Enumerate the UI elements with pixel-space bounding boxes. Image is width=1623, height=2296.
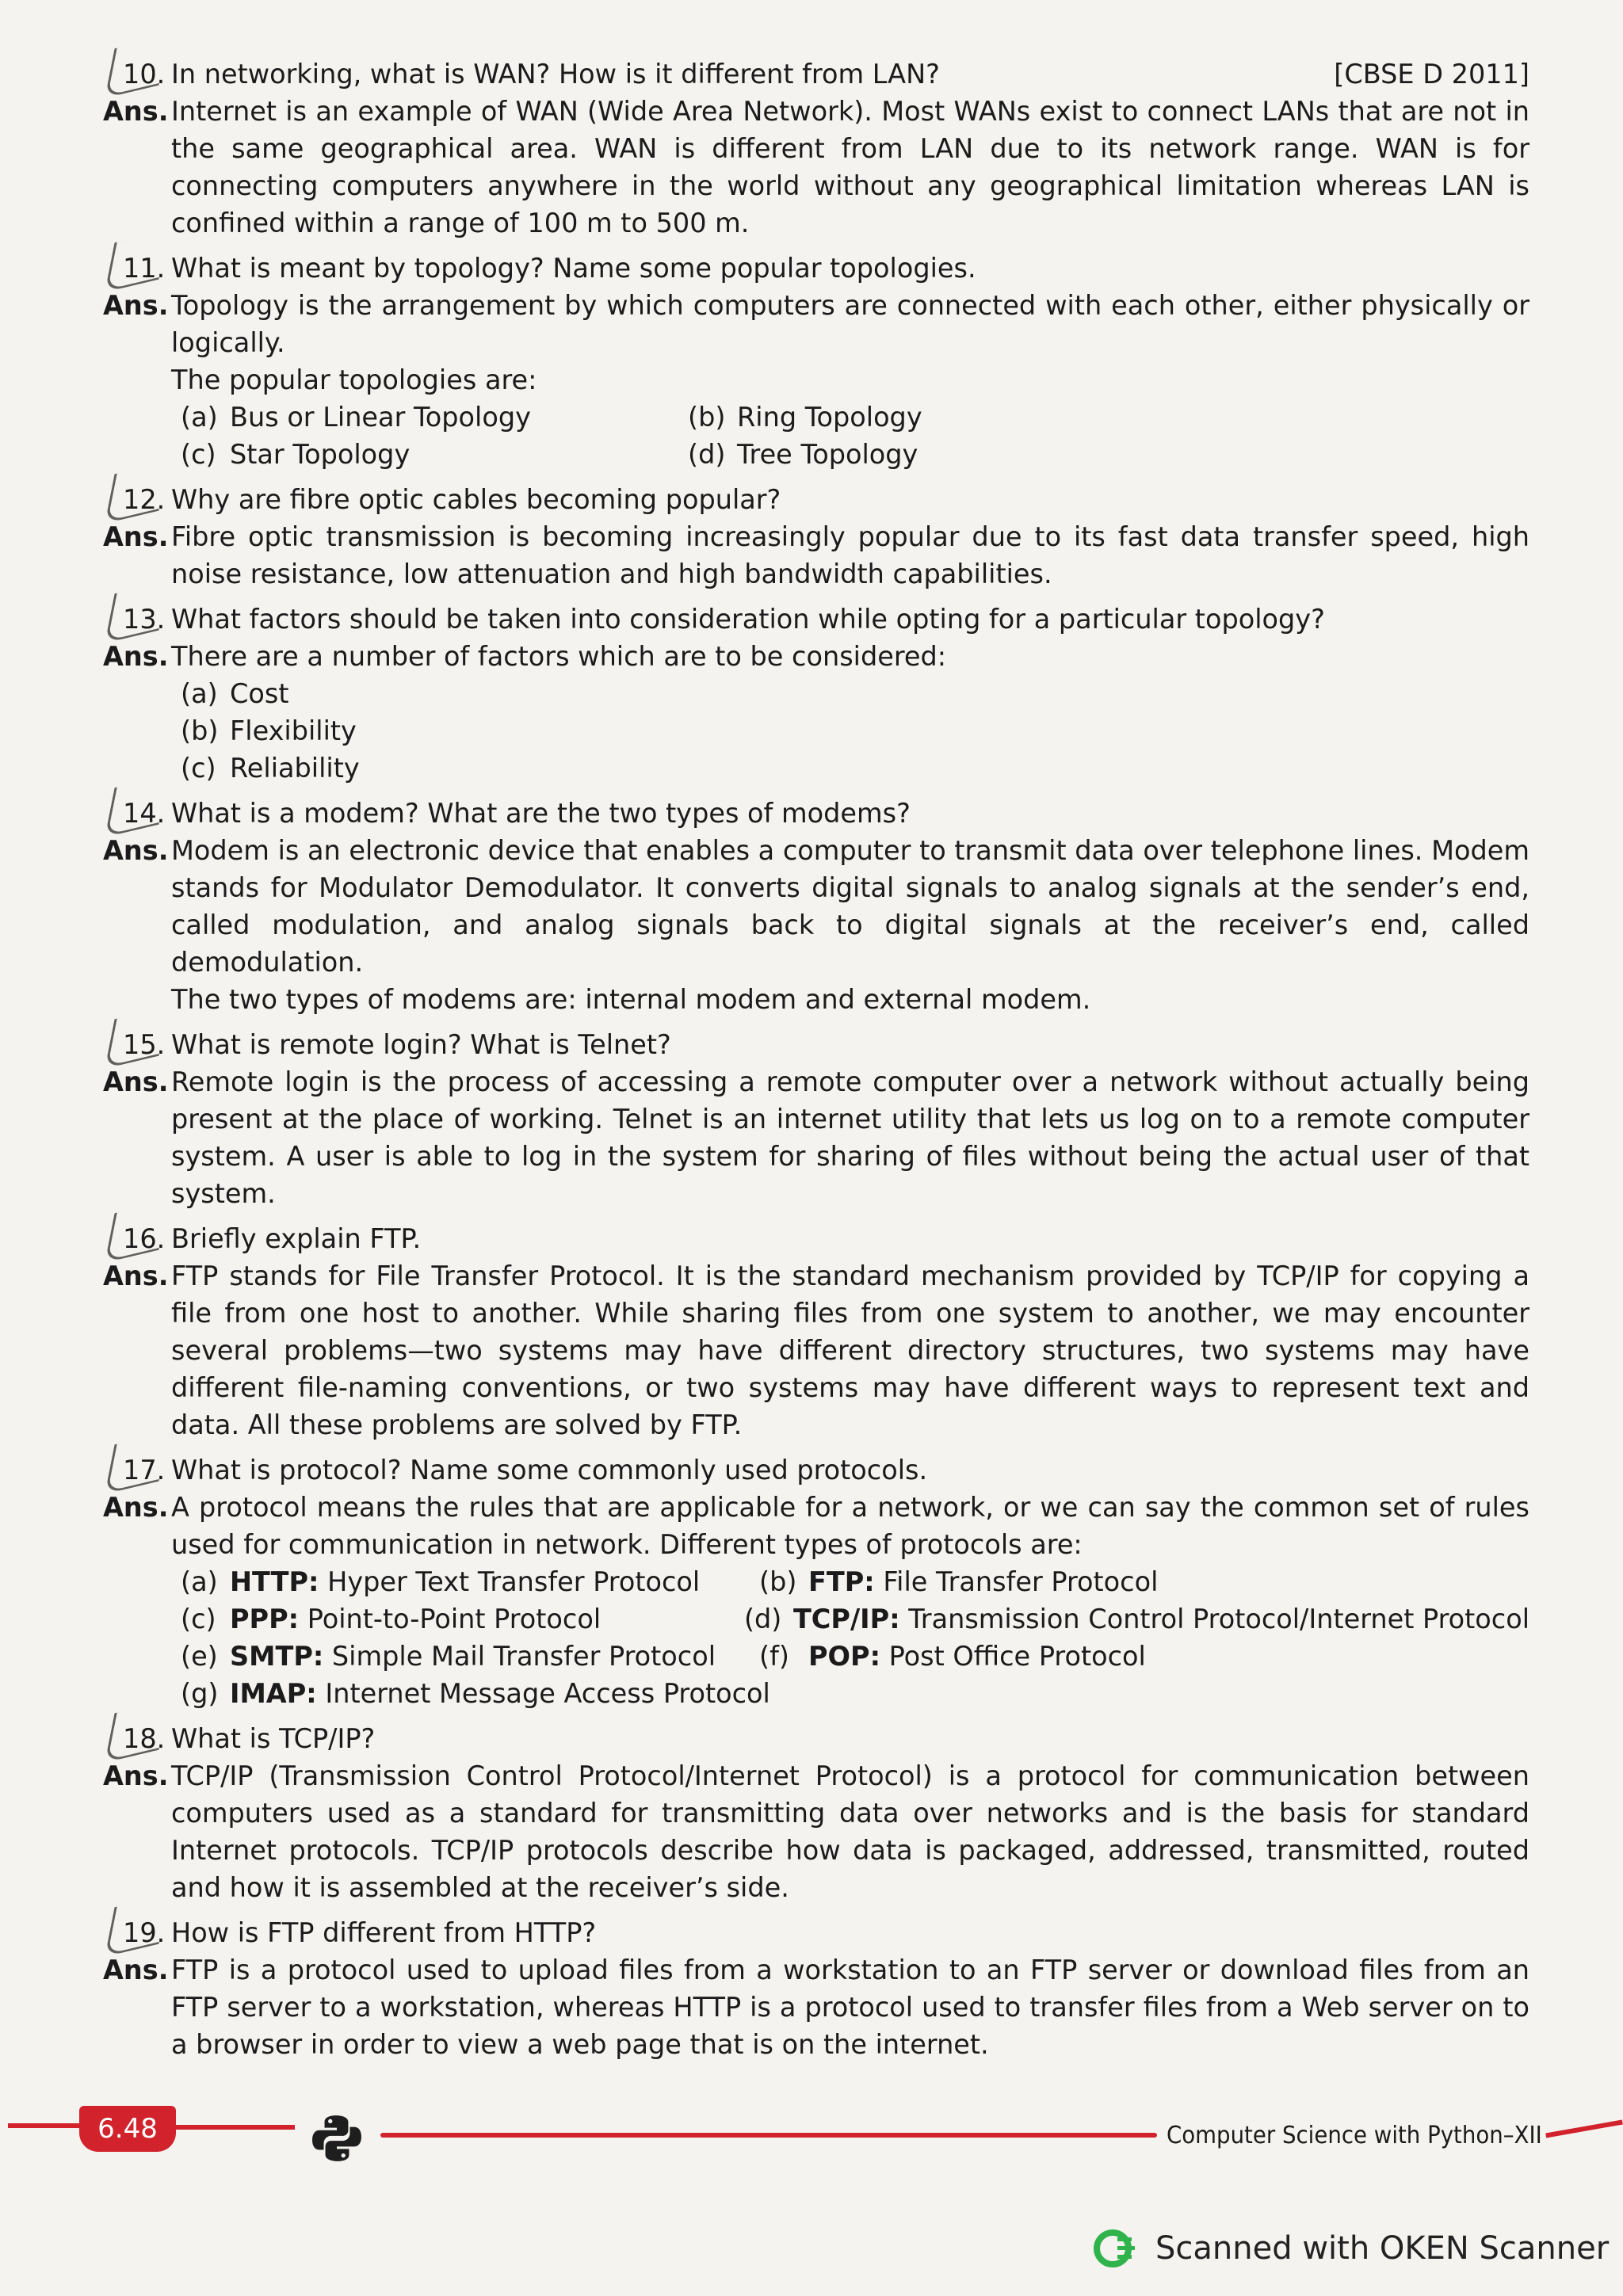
answer-label: Ans.: [103, 1492, 169, 1523]
list-item: (e) SMTP: Simple Mail Transfer Protocol: [181, 1641, 716, 1672]
question-text: What is protocol? Name some commonly used protocols.: [171, 1455, 928, 1486]
qa-11: [103, 250, 1529, 473]
page-footer: [0, 2092, 1623, 2155]
question-text: What is meant by topology? Name some popular topologies.: [171, 253, 976, 284]
qa-18: [103, 1720, 1529, 1906]
answer-label: Ans.: [103, 1955, 169, 1985]
list-item: (b) FTP: File Transfer Protocol: [759, 1566, 1159, 1597]
answer-label: Ans.: [103, 290, 169, 321]
answer-label: Ans.: [103, 521, 169, 552]
list-item: (b) Ring Topology: [688, 402, 922, 433]
answer-text: Topology is the arrangement by which computers are connected with each other, either physically or logically.: [171, 290, 1529, 358]
answer-text: FTP is a protocol used to upload files from a workstation to an FTP server or download files from an FTP server to a workstation, whereas HTTP is a protocol used to transfer files from a Web server on to a browser in order to view a web page that is on the internet.: [171, 1955, 1529, 2060]
answer: [103, 287, 1529, 473]
list-item: (c) Star Topology: [181, 439, 411, 470]
topology-list: [171, 399, 1529, 473]
footer-rule: [1545, 2120, 1623, 2138]
question: [103, 795, 1529, 832]
list-item: (c) Reliability: [181, 753, 360, 784]
answer-label: Ans.: [103, 835, 169, 866]
qa-14: [103, 795, 1529, 1018]
answer-text: Modem is an electronic device that enables a computer to transmit data over telephone lines. Modem stands for Modulator Demodulator. It converts digital signals to analog signals at the sender’s end, called modulation, and analog signals back to digital signals at the receiver’s end, called demodulation.: [171, 835, 1529, 978]
question-number: 10.: [123, 55, 165, 93]
answer-label: Ans.: [103, 1066, 169, 1097]
question-text: What is remote login? What is Telnet?: [171, 1029, 671, 1060]
list-item: (d) TCP/IP: Transmission Control Protocol/Internet Protocol: [743, 1604, 1529, 1634]
qa-10: [103, 55, 1529, 242]
qa-17: [103, 1451, 1529, 1712]
answer: [103, 1257, 1529, 1444]
qa-16: [103, 1220, 1529, 1444]
list-item: (c) PPP: Point-to-Point Protocol: [181, 1604, 601, 1634]
question-text: What is a modem? What are the two types of modems?: [171, 798, 911, 829]
question: [103, 481, 1529, 518]
page-number: 6.48: [79, 2106, 176, 2152]
footer-rule: [176, 2125, 295, 2130]
question-number: 14.: [123, 795, 165, 832]
answer-text: FTP stands for File Transfer Protocol. It is the standard mechanism provided by TCP/IP for copying a file from one host to another. While sharing files from one system to another, we may encounter several problems—two systems may have different directory structures, two systems may have different file-naming conventions, or two systems may have different ways to represent text and data. All these problems are solved by FTP.: [171, 1261, 1529, 1440]
answer: [103, 1951, 1529, 2063]
question-text: How is FTP different from HTTP?: [171, 1917, 597, 1948]
answer-text: A protocol means the rules that are applicable for a network, or we can say the common set of rules used for communication in network. Different types of protocols are:: [171, 1492, 1529, 1560]
answer: [103, 638, 1529, 787]
footer-rule: [8, 2123, 79, 2128]
list-item: (a) Cost: [181, 678, 289, 709]
question: [103, 601, 1529, 638]
question: [103, 1451, 1529, 1489]
question: [103, 1026, 1529, 1063]
scanner-watermark: [1094, 2225, 1609, 2272]
answer: [103, 1063, 1529, 1212]
question-number: 19.: [123, 1914, 165, 1951]
python-logo-icon: [311, 2112, 363, 2164]
answer-label: Ans.: [103, 641, 169, 672]
qa-13: [103, 601, 1529, 787]
question-number: 12.: [123, 481, 165, 518]
answer-text: TCP/IP (Transmission Control Protocol/Internet Protocol) is a protocol for communication between computers used as a standard for transmitting data over networks and is the basis for standard Internet protocols. TCP/IP protocols describe how data is packaged, addressed, transmitted, routed and how it is assembled at the receiver’s side.: [171, 1760, 1529, 1903]
answer: [103, 518, 1529, 593]
exam-reference: [CBSE D 2011]: [1334, 59, 1529, 90]
question-number: 13.: [123, 601, 165, 638]
list-item: (f) POP: Post Office Protocol: [759, 1641, 1146, 1672]
answer-text: The popular topologies are:: [171, 364, 537, 395]
question: [103, 250, 1529, 287]
answer: [103, 832, 1529, 1018]
question-text: Why are fibre optic cables becoming popular?: [171, 484, 781, 515]
question: [103, 1914, 1529, 1951]
question-text: Briefly explain FTP.: [171, 1223, 422, 1254]
list-item: (b) Flexibility: [181, 715, 357, 746]
answer-label: Ans.: [103, 96, 169, 127]
page-content: [103, 55, 1529, 2071]
question-number: 18.: [123, 1720, 165, 1757]
answer-label: Ans.: [103, 1261, 169, 1291]
qa-15: [103, 1026, 1529, 1212]
qa-12: [103, 481, 1529, 593]
question: [103, 55, 1529, 93]
question-number: 16.: [123, 1220, 165, 1257]
answer-text: The two types of modems are: internal modem and external modem.: [171, 984, 1091, 1015]
list-item: (a) HTTP: Hyper Text Transfer Protocol: [181, 1566, 701, 1597]
answer: [103, 1757, 1529, 1906]
question-text: What is TCP/IP?: [171, 1723, 376, 1754]
question-text: What factors should be taken into consideration while opting for a particular topology?: [171, 604, 1325, 635]
oken-scanner-icon: [1094, 2226, 1138, 2271]
qa-19: [103, 1914, 1529, 2063]
protocol-list: [171, 1563, 1529, 1712]
question: [103, 1720, 1529, 1757]
factor-list: [171, 675, 1529, 787]
question-number: 17.: [123, 1451, 165, 1489]
question-text: In networking, what is WAN? How is it different from LAN?: [171, 59, 940, 90]
question: [103, 1220, 1529, 1257]
list-item: (a) Bus or Linear Topology: [181, 402, 531, 433]
book-title: Computer Science with Python–XII: [1167, 2122, 1542, 2149]
answer: [103, 1489, 1529, 1712]
scanner-text: Scanned with OKEN Scanner: [1155, 2230, 1610, 2267]
list-item: (g) IMAP: Internet Message Access Protocol: [181, 1678, 770, 1709]
answer-text: There are a number of factors which are to be considered:: [171, 641, 947, 672]
answer: [103, 93, 1529, 242]
answer-text: Internet is an example of WAN (Wide Area Network). Most WANs exist to connect LANs that are not in the same geographical area. WAN is different from LAN due to its network range. WAN is for connecting computers anywhere in the world without any geographical limitation whereas LAN is confined within a range of 100 m to 500 m.: [171, 96, 1529, 238]
answer-text: Remote login is the process of accessing a remote computer over a network without actually being present at the place of working. Telnet is an internet utility that lets us log on to a remote computer system. A user is able to log in the system for sharing of files without being the actual user of that system.: [171, 1066, 1529, 1209]
list-item: (d) Tree Topology: [688, 439, 918, 470]
answer-label: Ans.: [103, 1760, 169, 1791]
answer-text: Fibre optic transmission is becoming increasingly popular due to its fast data transfer speed, high noise resistance, low attenuation and high bandwidth capabilities.: [171, 521, 1529, 589]
question-number: 11.: [123, 250, 165, 287]
question-number: 15.: [123, 1026, 165, 1063]
footer-rule: [380, 2133, 1157, 2138]
